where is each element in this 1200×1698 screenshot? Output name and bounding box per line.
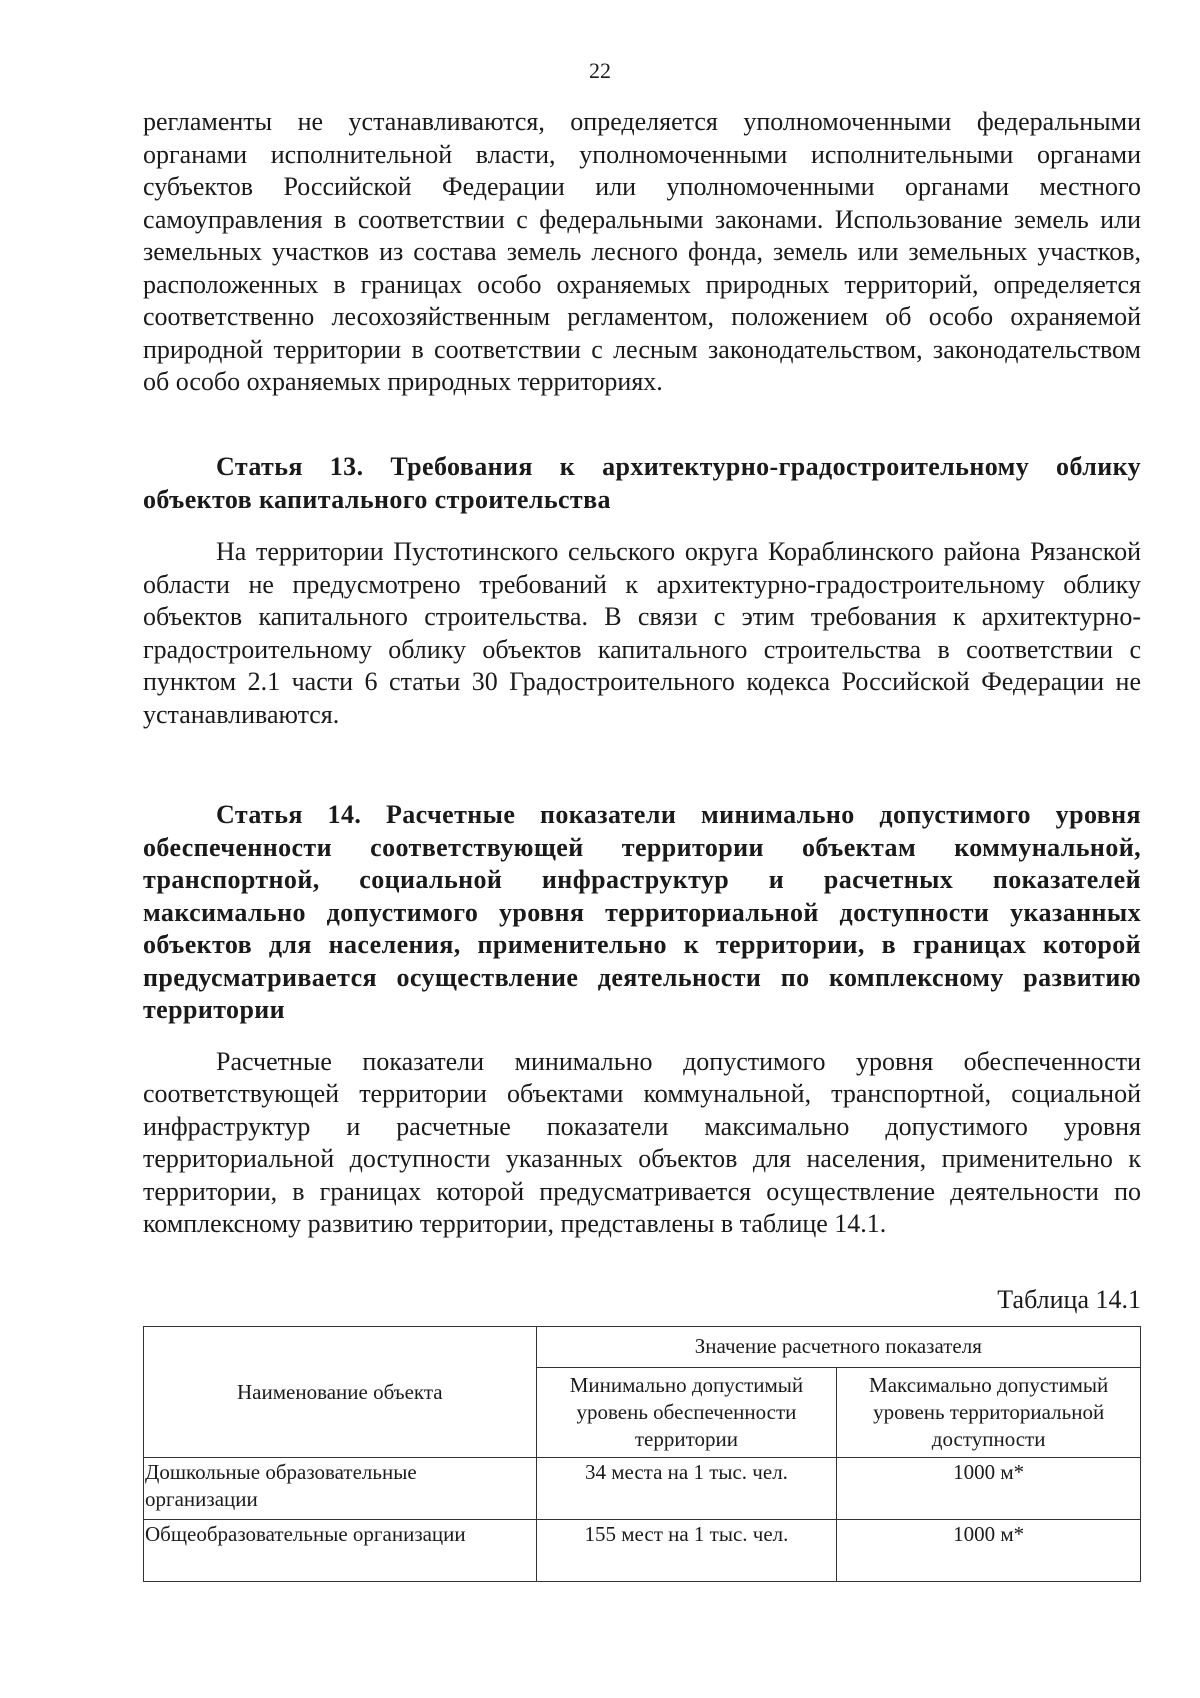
indicators-table — [143, 1326, 1141, 1582]
row-object-name: Дошкольные образовательные организации — [144, 1458, 537, 1520]
header-min-level: Минимально допустимый уровень обеспеченности территории — [536, 1367, 837, 1457]
intro-section — [143, 106, 1141, 399]
article-14 — [143, 799, 1141, 1241]
table-row — [144, 1458, 1141, 1520]
header-object-name: Наименование объекта — [144, 1327, 537, 1458]
page-number: 22 — [589, 58, 611, 83]
row-object-name: Общеобразовательные организации — [144, 1520, 537, 1582]
article-14-heading: Статья 14. Расчетные показатели минимально допустимого уровня обеспеченности соответствующей территории объектам коммунальной, транспортной, социальной инфраструктур и расчетных показателей максимально допустимого уровня территориальной доступности указанных объектов для населения, применительно к территории, в границах которой предусматривается осуществление деятельности по комплексному развитию территории — [143, 800, 1141, 1024]
article-13-heading: Статья 13. Требования к архитектурно-градостроительному облику объектов капитального строительства — [143, 452, 1141, 514]
header-max-level: Максимально допустимый уровень территориальной доступности — [837, 1367, 1141, 1457]
row-min-value: 155 мест на 1 тыс. чел. — [536, 1520, 837, 1582]
table-caption: Таблица 14.1 — [997, 1285, 1141, 1314]
article-13 — [143, 451, 1141, 731]
header-indicator-value: Значение расчетного показателя — [536, 1327, 1140, 1368]
article-13-body: На территории Пустотинского сельского округа Кораблинского района Рязанской области не предусмотрено требований к архитектурно-градостроительному облику объектов капитального строительства. В связи с этим требования к архитектурно-градостроительному облику объектов капитального строительства в соответствии с пунктом 2.1 части 6 статьи 30 Градостроительного кодекса Российской Федерации не устанавливаются. — [143, 537, 1141, 729]
table-header-row — [144, 1327, 1141, 1368]
row-max-value: 1000 м* — [837, 1458, 1141, 1520]
table-row — [144, 1520, 1141, 1582]
row-min-value: 34 места на 1 тыс. чел. — [536, 1458, 837, 1520]
article-14-body: Расчетные показатели минимально допустимого уровня обеспеченности соответствующей территории объектами коммунальной, транспортной, социальной инфраструктур и расчетные показатели максимально допустимого уровня территориальной доступности указанных объектов для населения, применительно к территории, в границах которой предусматривается осуществление деятельности по комплексному развитию территории, представлены в таблице 14.1. — [143, 1046, 1141, 1238]
row-max-value: 1000 м* — [837, 1520, 1141, 1582]
intro-paragraph: регламенты не устанавливаются, определяется уполномоченными федеральными органами исполнительной власти, уполномоченными исполнительными органами субъектов Российской Федерации или уполномоченными органами местного самоуправления в соответствии с федеральными законами. Использование земель или земельных участков из состава земель лесного фонда, земель или земельных участков, расположенных в границах особо охраняемых природных территорий, определяется соответственно лесохозяйственным регламентом, положением об особо охраняемой природной территории в соответствии с лесным законодательством, законодательством об особо охраняемых природных территориях. — [143, 107, 1141, 396]
